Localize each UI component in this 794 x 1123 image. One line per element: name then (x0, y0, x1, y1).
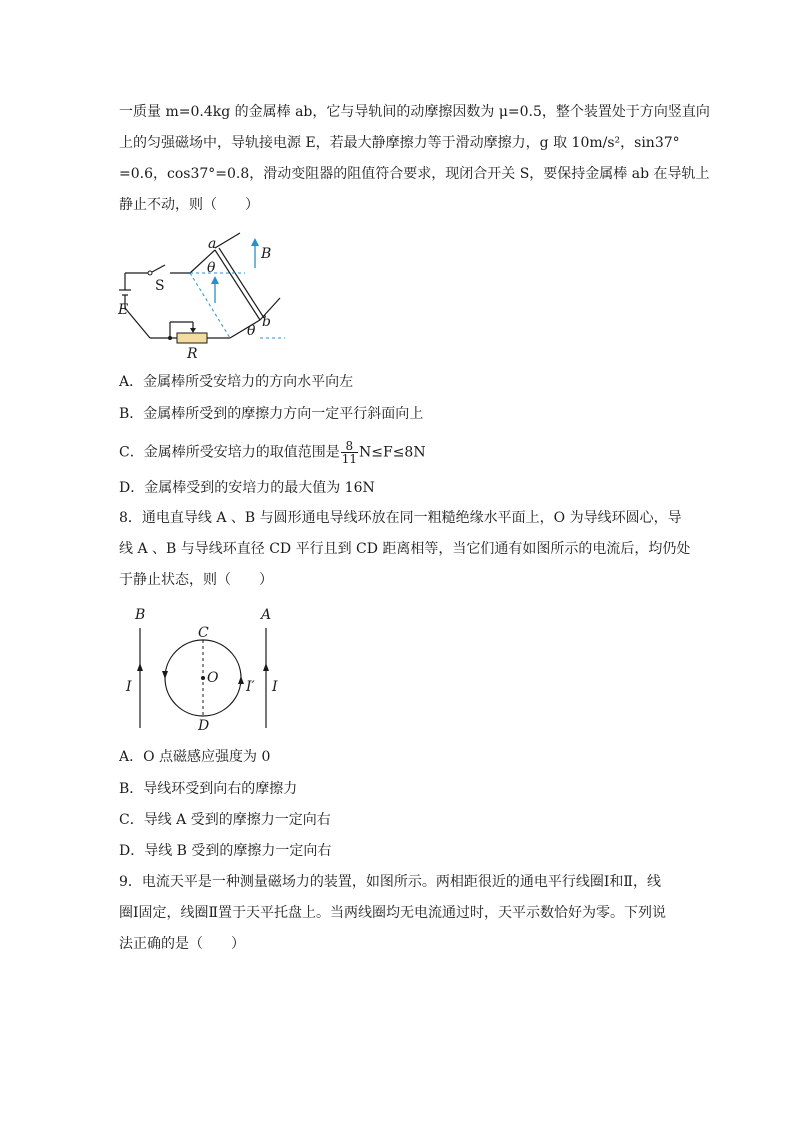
q7-stem-line-1: 一质量 m=0.4kg 的金属棒 ab，它与导轨间的动摩擦因数为 μ=0.5，整个装置处于方向竖直向 (119, 104, 710, 120)
q8-stem-line-3: 于静止状态，则（ ） (119, 572, 273, 588)
q8-option-a: A．O 点磁感应强度为 0 (119, 749, 271, 765)
q7-label-theta-top: θ (207, 260, 216, 276)
q8-label-O: O (207, 670, 219, 686)
q7-label-b: b (262, 314, 271, 330)
q8-label-I-right: I (272, 679, 278, 695)
q7-option-c-numerator: 8 (341, 440, 358, 453)
q8-label-D: D (198, 718, 210, 734)
q7-option-c-prefix: C．金属棒所受安培力的取值范围是 (119, 444, 340, 461)
q9-stem-line-1: 9．电流天平是一种测量磁场力的装置，如图所示。两相距很近的通电平行线圈Ⅰ和Ⅱ，线 (119, 874, 661, 890)
q7-option-c-fraction (341, 440, 358, 465)
q7-option-a: A．金属棒所受安培力的方向水平向左 (119, 374, 354, 390)
q8-stem-line-2: 线 A 、B 与导线环直径 CD 平行且到 CD 距离相等，当它们通有如图所示的电流后，均仍处 (119, 541, 691, 557)
q7-option-c-suffix: N≤F≤8N (359, 444, 426, 461)
q7-option-d: D．金属棒受到的安培力的最大值为 16N (119, 480, 375, 496)
q8-label-B: B (135, 607, 146, 623)
q8-option-c: C．导线 A 受到的摩擦力一定向右 (119, 812, 331, 828)
q7-label-B: B (261, 246, 272, 262)
q7-stem-line-4: 静止不动，则（ ） (119, 197, 259, 213)
q7-option-c (119, 440, 426, 465)
q7-option-b: B．金属棒所受到的摩擦力方向一定平行斜面向上 (119, 406, 424, 422)
q9-stem-line-2: 圈Ⅰ固定，线圈Ⅱ置于天平托盘上。当两线圈均无电流通过时，天平示数恰好为零。下列说 (119, 905, 667, 921)
q7-label-a: a (208, 236, 217, 252)
q7-option-c-denominator: 11 (341, 452, 357, 466)
q7-circuit-figure (115, 228, 295, 363)
q8-label-C: C (198, 625, 209, 641)
q7-stem-line-3: =0.6，cos37°=0.8，滑动变阻器的阻值符合要求，现闭合开关 S，要保持金属棒 ab 在导轨上 (119, 166, 710, 182)
q8-wires-figure (118, 603, 288, 733)
q7-label-S: S (155, 278, 165, 294)
q7-label-E: E (118, 302, 129, 318)
q8-stem-line-1: 8．通电直导线 A 、B 与圆形通电导线环放在同一粗糙绝缘水平面上，O 为导线环圆心，导 (119, 510, 682, 526)
q8-label-A: A (261, 607, 272, 623)
q8-option-b: B．导线环受到向右的摩擦力 (119, 781, 298, 797)
q9-stem-line-3: 法正确的是（ ） (119, 936, 245, 952)
q8-label-I-left: I (126, 679, 132, 695)
q8-label-I-prime: I′ (246, 679, 255, 695)
q7-label-theta-bottom: θ (247, 323, 256, 339)
q8-option-d: D．导线 B 受到的摩擦力一定向右 (119, 843, 332, 859)
q7-stem-line-2: 上的匀强磁场中，导轨接电源 E，若最大静摩擦力等于滑动摩擦力，g 取 10m/s²，sin37° (119, 135, 680, 151)
q7-label-R: R (187, 346, 198, 362)
